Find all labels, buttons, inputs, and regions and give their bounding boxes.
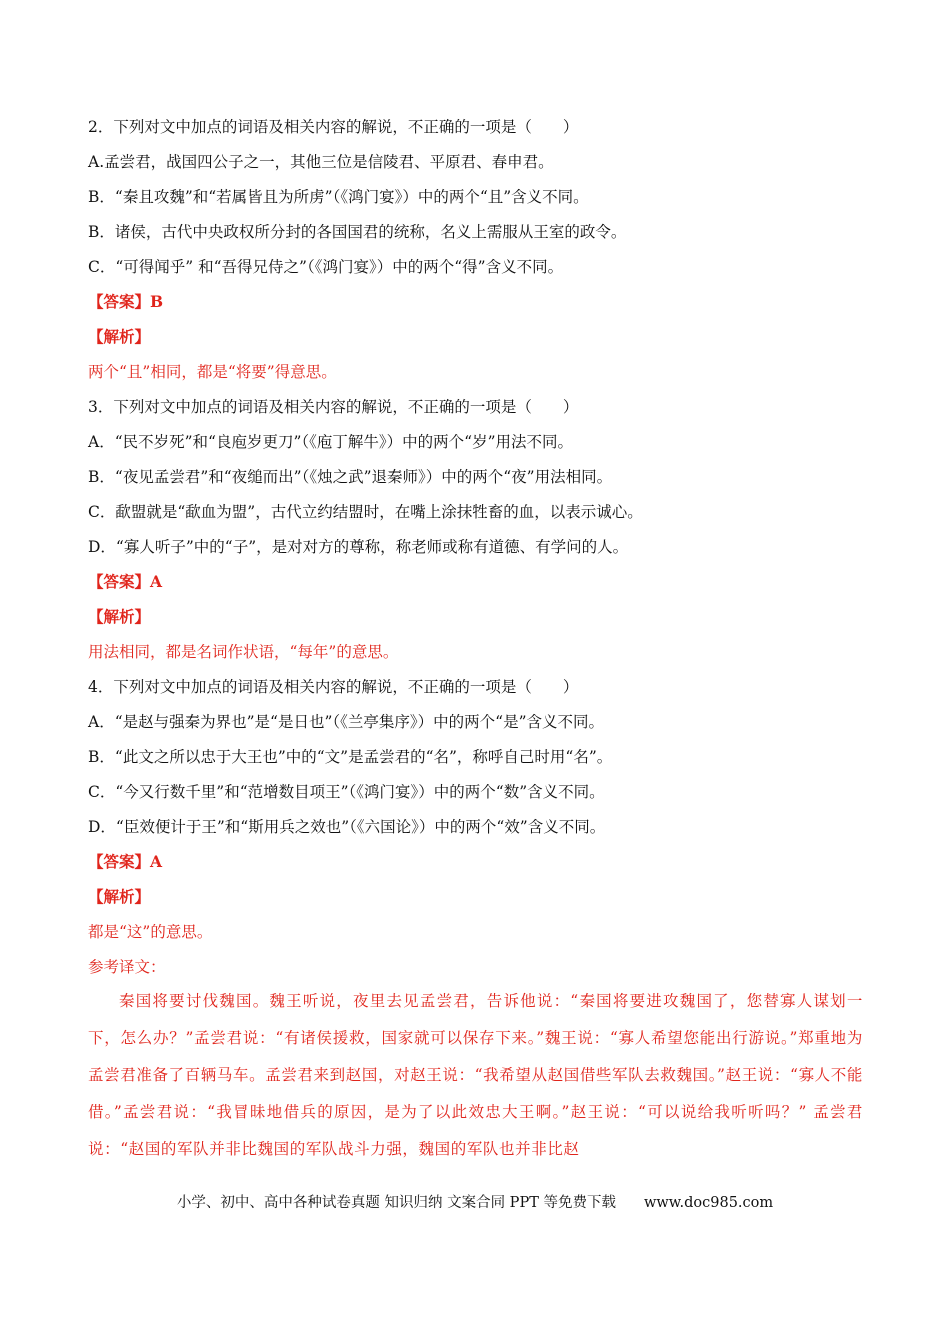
question-4-option-b: B．“此文之所以忠于大王也”中的“文”是孟尝君的“名”，称呼自己时用“名”。 bbox=[88, 748, 613, 766]
question-3-option-c: C．歃盟就是“歃血为盟”，古代立约结盟时，在嘴上涂抹牲畜的血，以表示诚心。 bbox=[88, 503, 643, 521]
question-2-option-a: A.孟尝君，战国四公子之一，其他三位是信陵君、平原君、春申君。 bbox=[88, 153, 554, 171]
answer-value: B bbox=[150, 292, 164, 311]
question-4-analysis-label: 【解析】 bbox=[88, 887, 151, 906]
question-3-analysis-label: 【解析】 bbox=[88, 607, 151, 626]
question-2-option-b: B．“秦且攻魏”和“若属皆且为所虏”（《鸿门宴》）中的两个“且”含义不同。 bbox=[88, 188, 589, 206]
question-2-stem: 2．下列对文中加点的词语及相关内容的解说，不正确的一项是（ ） bbox=[88, 118, 579, 136]
question-4-answer bbox=[88, 851, 162, 873]
translation-paragraph: 秦国将要讨伐魏国。魏王听说，夜里去见孟尝君，告诉他说：“秦国将要进攻魏国了，您替寡人谋划一下，怎么办？”孟尝君说：“有诸侯援救，国家就可以保存下来。”魏王说：“寡人希望您能出行游说。”郑重地为孟尝君准备了百辆马车。孟尝君来到赵国，对赵王说：“我希望从赵国借些军队去救魏国。”赵王说：“寡人不能借。”孟尝君说：“我冒昧地借兵的原因，是为了以此效忠大王啊。”赵王说：“可以说给我听听吗？” 孟尝君说：“赵国的军队并非比魏国的军队战斗力强，魏国的军队也并非比赵 bbox=[88, 992, 863, 1158]
answer-label: 【答案】 bbox=[88, 852, 151, 871]
question-4-option-a: A．“是赵与强秦为界也”是“是日也”（《兰亭集序》）中的两个“是”含义不同。 bbox=[88, 713, 604, 731]
answer-value: A bbox=[150, 572, 163, 591]
footer-url[interactable]: www.doc985.com bbox=[643, 1195, 774, 1211]
question-2-answer bbox=[88, 291, 163, 313]
page-footer bbox=[0, 1191, 950, 1212]
question-3-option-b: B．“夜见孟尝君”和“夜缒而出”（《烛之武”退秦师》）中的两个“夜”用法相同。 bbox=[88, 468, 613, 486]
question-4-option-c: C．“今又行数千里”和“范增数目项王”（《鸿门宴》）中的两个“数”含义不同。 bbox=[88, 783, 605, 801]
question-3-answer bbox=[88, 571, 162, 593]
question-4-analysis: 都是“这”的意思。 bbox=[88, 923, 213, 941]
question-2-analysis-label: 【解析】 bbox=[88, 327, 151, 346]
question-4-option-d: D．“臣效便计于王”和“斯用兵之效也”（《六国论》）中的两个“效”含义不同。 bbox=[88, 818, 606, 836]
question-2-option-b2: B．诸侯，古代中央政权所分封的各国国君的统称，名义上需服从王室的政令。 bbox=[88, 223, 627, 241]
question-4-stem: 4．下列对文中加点的词语及相关内容的解说，不正确的一项是（ ） bbox=[88, 678, 579, 696]
question-3-analysis: 用法相同，都是名词作状语，“每年”的意思。 bbox=[88, 643, 399, 661]
answer-label: 【答案】 bbox=[88, 572, 151, 591]
question-3-option-d: D．“寡人听子”中的“子”，是对对方的尊称，称老师或称有道德、有学问的人。 bbox=[88, 538, 629, 556]
question-2-option-c: C．“可得闻乎” 和“吾得兄侍之”（《鸿门宴》）中的两个“得”含义不同。 bbox=[88, 258, 564, 276]
answer-value: A bbox=[150, 852, 163, 871]
footer-text: 小学、初中、高中各种试卷真题 知识归纳 文案合同 PPT 等免费下载 bbox=[176, 1195, 616, 1211]
translation-label: 参考译文： bbox=[88, 958, 166, 976]
question-3-stem: 3．下列对文中加点的词语及相关内容的解说，不正确的一项是（ ） bbox=[88, 398, 579, 416]
answer-label: 【答案】 bbox=[88, 292, 151, 311]
question-3-option-a: A．“民不岁死”和“良庖岁更刀”（《庖丁解牛》）中的两个“岁”用法不同。 bbox=[88, 433, 573, 451]
translation-body bbox=[88, 983, 863, 1168]
question-2-analysis: 两个“且”相同，都是“将要”得意思。 bbox=[88, 363, 337, 381]
